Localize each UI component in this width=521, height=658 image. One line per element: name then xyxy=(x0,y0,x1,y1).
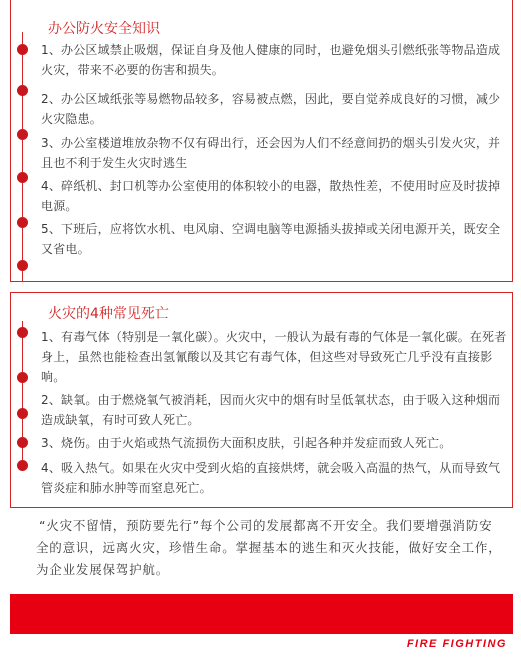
list-item: 1、办公区域禁止吸烟，保证自身及他人健康的同时，也避免烟头引燃纸张等物品造成火灾，带来不必要的伤害和损失。 xyxy=(41,43,501,77)
bullet-dot-icon xyxy=(17,129,28,140)
closing-paragraph: “火灾不留情，预防要先行”每个公司的发展都离不开安全。我们要增强消防安全的意识，远离火灾，珍惜生命。掌握基本的逃生和灭火技能，做好安全工作，为企业发展保驾护航。 xyxy=(36,518,502,577)
list-item: 1、有毒气体（特别是一氧化碳）。火灾中，一般认为最有毒的气体是一氧化碳。在死者身上，虽然也能检查出氢氰酸以及其它有毒气体，但这些对导致死亡几乎没有直接影响。 xyxy=(41,330,507,384)
office-fire-safety-section xyxy=(10,0,513,282)
section-title: 办公防火安全知识 xyxy=(48,21,160,37)
red-banner xyxy=(10,594,513,634)
bullet-dot-icon xyxy=(17,408,28,419)
list-item: 4、碎纸机、封口机等办公室使用的体积较小的电器，散热性差，不使用时应及时拔掉电源。 xyxy=(41,179,501,213)
timeline-rail xyxy=(22,32,23,281)
fire-fighting-caption: FIRE FIGHTING xyxy=(406,638,507,650)
section-title: 火灾的4种常见死亡 xyxy=(48,306,169,322)
list-item: 4、吸入热气。如果在火灾中受到火焰的直接烘烤，就会吸入高温的热气，从而导致气管炎症和肺水肿等而窒息死亡。 xyxy=(41,461,501,495)
list-item: 5、下班后，应将饮水机、电风扇、空调电脑等电源插头拔掉或关闭电源开关，既安全又省电。 xyxy=(41,222,501,256)
bullet-dot-icon xyxy=(17,372,28,383)
bullet-dot-icon xyxy=(17,437,28,448)
list-item: 2、缺氧。由于燃烧氧气被消耗，因而火灾中的烟有时呈低氧状态，由于吸入这种烟而造成缺氧，有时可致人死亡。 xyxy=(41,393,501,427)
fire-death-causes-section xyxy=(10,292,513,508)
bullet-dot-icon xyxy=(17,327,28,338)
bullet-dot-icon xyxy=(17,260,28,271)
bullet-dot-icon xyxy=(17,85,28,96)
bullet-dot-icon xyxy=(17,44,28,55)
bullet-dot-icon xyxy=(17,217,28,228)
list-item: 2、办公区域纸张等易燃物品较多，容易被点燃，因此，要自觉养成良好的习惯，减少火灾隐患。 xyxy=(41,92,501,126)
list-item: 3、办公室楼道堆放杂物不仅有碍出行，还会因为人们不经意间扔的烟头引发火灾，并且也不利于发生火灾时逃生 xyxy=(41,136,501,170)
bullet-dot-icon xyxy=(17,460,28,471)
bullet-dot-icon xyxy=(17,172,28,183)
list-item: 3、烧伤。由于火焰或热气流损伤大面积皮肤，引起各种并发症而致人死亡。 xyxy=(41,436,452,450)
